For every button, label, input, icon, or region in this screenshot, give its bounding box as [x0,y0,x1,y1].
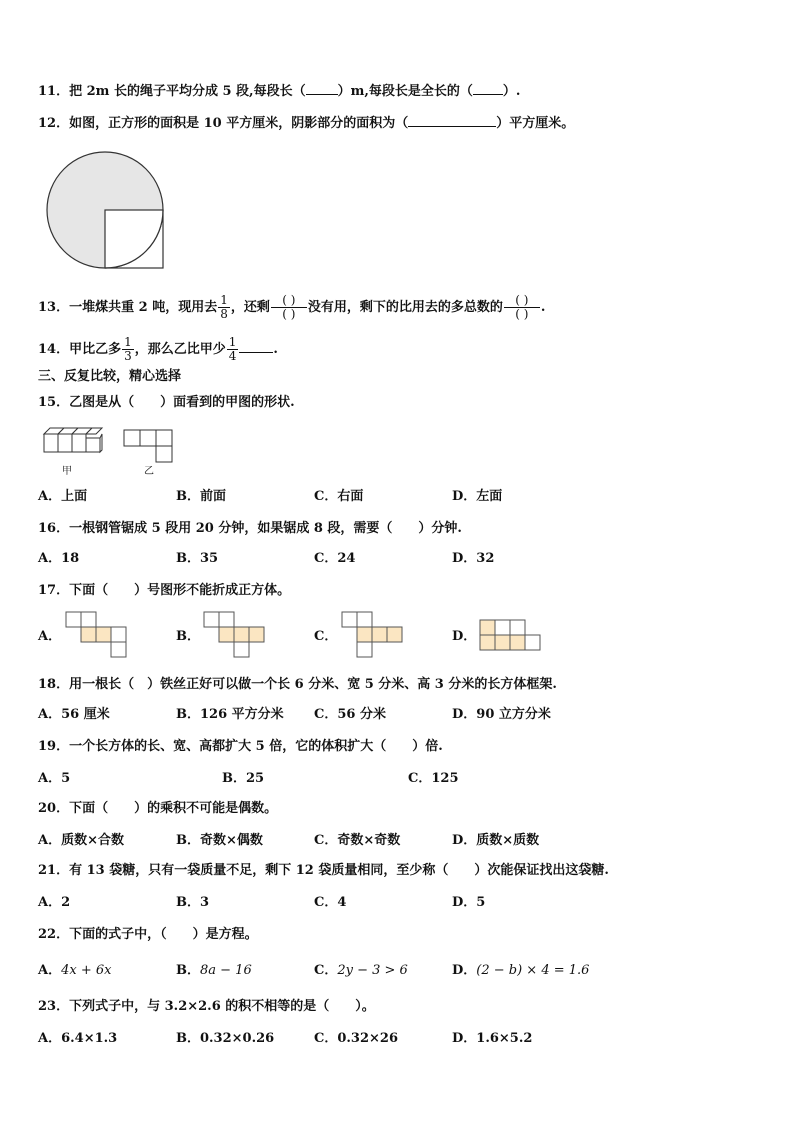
option-a[interactable]: A．2 [38,895,71,910]
option-c[interactable]: C． [314,629,338,644]
question-22-stem: 22．下面的式子中，（ ）是方程。 [38,927,258,942]
option-a[interactable]: A．18 [38,551,80,566]
cube-net-a[interactable] [66,612,130,660]
figure-label-jia: 甲 [62,466,72,477]
option-d[interactable]: D．5 [452,895,486,910]
option-d[interactable]: D．90 立方分米 [452,707,551,722]
question-14: 14．甲比乙多 $\frac{1}{3}$ ，那么乙比甲少 $\frac{1}{4}$ . [38,335,278,363]
option-c[interactable]: C．奇数×奇数 [314,833,401,848]
cube-net-b[interactable] [204,612,268,660]
fraction-blank[interactable]: $\frac{( )}{( )}$ [504,294,540,321]
option-b[interactable]: B．25 [222,771,265,786]
cube-net-c[interactable] [342,612,406,660]
cube-net-d[interactable] [480,620,548,656]
option-a[interactable]: A．5 [38,771,71,786]
option-c[interactable]: C．右面 [314,489,364,504]
question-15-stem: 15．乙图是从（ ）面看到的甲图的形状. [38,395,295,410]
option-b[interactable]: B．0.32×0.26 [176,1031,275,1046]
question-18-stem: 18．用一根长（ ）铁丝正好可以做一个长 6 分米、宽 5 分米、高 3 分米的长方体框架. [38,677,557,692]
option-d[interactable]: D． [452,629,477,644]
question-16-stem: 16．一根钢管锯成 5 段用 20 分钟，如果锯成 8 段，需要（ ）分钟. [38,521,462,536]
cube-stack-figure-jia [44,428,106,460]
option-b[interactable]: B．奇数×偶数 [176,833,263,848]
question-17-stem: 17．下面（ ）号图形不能折成正方体。 [38,583,291,598]
fraction-blank[interactable]: $\frac{( )}{( )}$ [271,294,307,321]
answer-blank[interactable] [306,82,338,95]
answer-blank[interactable] [239,340,273,353]
question-13: 13．一堆煤共重 2 吨，现用去 $\frac{1}{8}$ ，还剩 $\frac{( )}{( )}$ 没有用，剩下的比用去的多总数的 $\frac{( )}{( )}$ . [38,293,546,321]
option-b[interactable]: B．8a − 16 [176,963,252,978]
section-heading: 三、反复比较，精心选择 [38,369,182,384]
unshaded-quarter [105,210,163,268]
option-d[interactable]: D．左面 [452,489,503,504]
option-c[interactable]: C．2y − 3 > 6 [314,963,408,978]
option-b[interactable]: B．35 [176,551,219,566]
option-c[interactable]: C．56 分米 [314,707,386,722]
option-a[interactable]: A．56 厘米 [38,707,110,722]
figure-label-yi: 乙 [144,466,154,477]
expression: 4x + 6x [61,963,112,978]
view-figure-yi [124,430,176,466]
fraction-one-eighth: $\frac{1}{8}$ [220,293,228,321]
option-c[interactable]: C．0.32×26 [314,1031,398,1046]
option-c[interactable]: C．24 [314,551,356,566]
circle-square-figure [44,152,168,274]
option-c[interactable]: C．4 [314,895,347,910]
question-11: 11．把 2m 长的绳子平均分成 5 段,每段长（ ）m,每段长是全长的（ ）. [38,84,521,99]
option-a[interactable]: A．质数×合数 [38,833,124,848]
option-a[interactable]: A．4x + 6x [38,963,112,978]
option-b[interactable]: B．前面 [176,489,226,504]
option-c[interactable]: C．125 [408,771,459,786]
answer-blank[interactable] [473,82,503,95]
expression: (2 − b) × 4 = 1.6 [476,963,590,978]
expression: 8a − 16 [200,963,252,978]
option-d[interactable]: D．质数×质数 [452,833,540,848]
option-b[interactable]: B．3 [176,895,210,910]
option-a[interactable]: A．上面 [38,489,88,504]
fraction-one-fourth: $\frac{1}{4}$ [228,335,237,363]
question-21-stem: 21．有 13 袋糖，只有一袋质量不足，剩下 12 袋质量相同，至少称（ ）次能保证找出这袋糖. [38,863,609,878]
answer-blank[interactable] [408,114,496,127]
option-a[interactable]: A．6.4×1.3 [38,1031,118,1046]
option-d[interactable]: D．32 [452,551,495,566]
option-a[interactable]: A． [38,629,62,644]
question-20-stem: 20．下面（ ）的乘积不可能是偶数。 [38,801,278,816]
option-b[interactable]: B． [176,629,200,644]
fraction-one-third: $\frac{1}{3}$ [124,335,132,363]
question-12: 12．如图，正方形的面积是 10 平方厘米，阴影部分的面积为（ ）平方厘米。 [38,116,575,131]
expression: 2y − 3 > 6 [337,963,408,978]
option-b[interactable]: B．126 平方分米 [176,707,284,722]
option-d[interactable]: D．1.6×5.2 [452,1031,533,1046]
option-d[interactable]: D．(2 − b) × 4 = 1.6 [452,963,590,978]
question-19-stem: 19．一个长方体的长、宽、高都扩大 5 倍，它的体积扩大（ ）倍. [38,739,443,754]
question-23-stem: 23．下列式子中，与 3.2×2.6 的积不相等的是（ ）。 [38,999,375,1014]
